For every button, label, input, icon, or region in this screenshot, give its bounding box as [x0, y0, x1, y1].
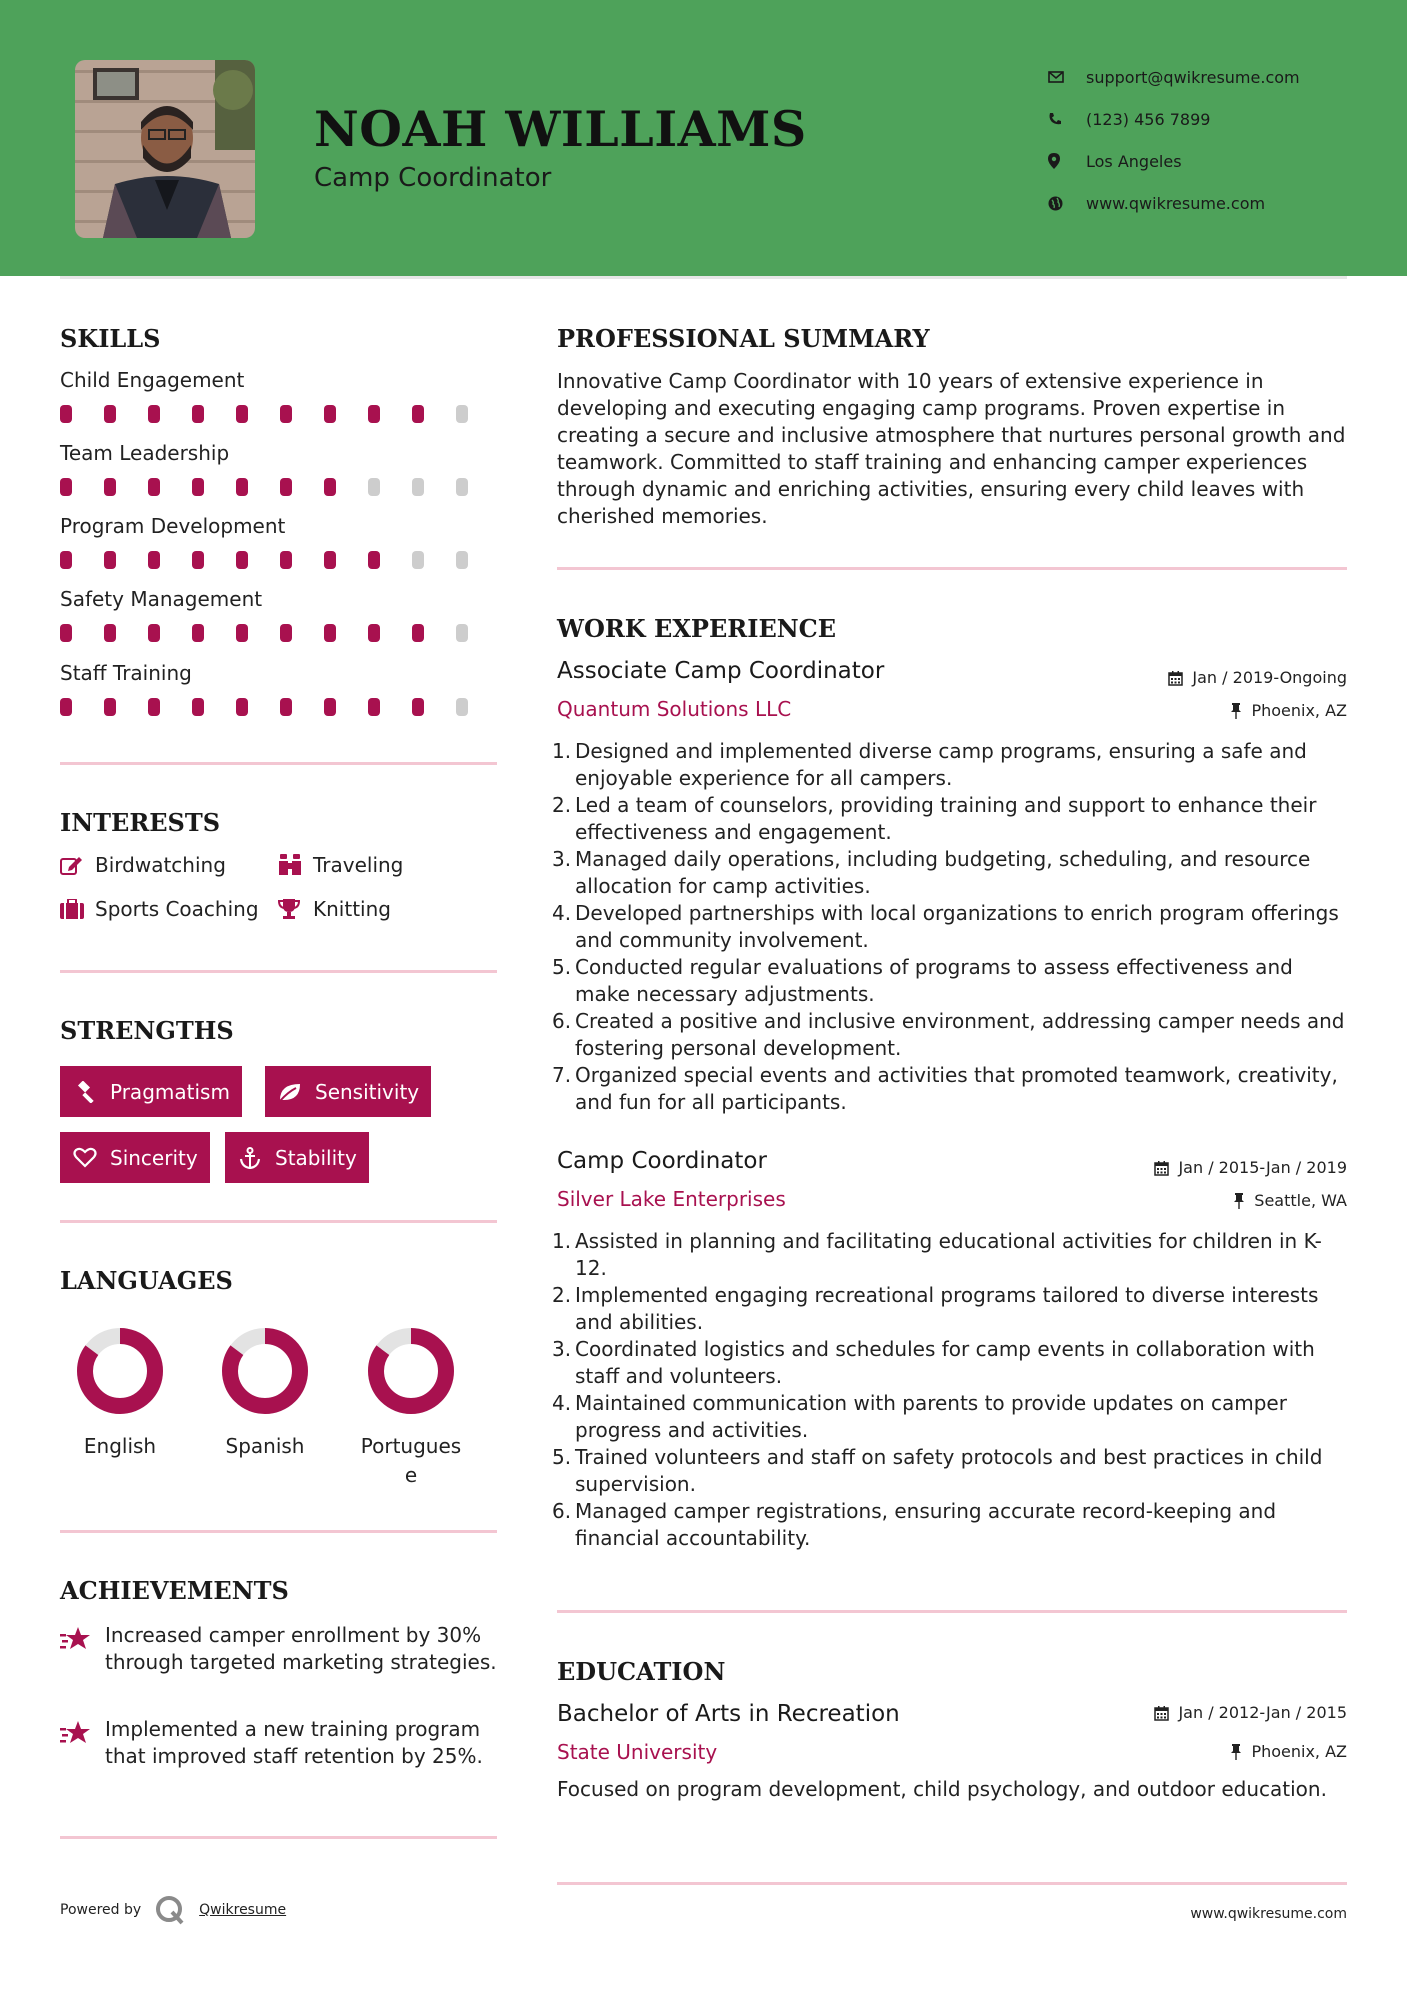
job-location-text: Phoenix, AZ: [1251, 701, 1347, 720]
skill-dot: [412, 405, 424, 423]
contact-location-text: Los Angeles: [1086, 151, 1182, 171]
skill-dot: [192, 624, 204, 642]
achievements-heading: ACHIEVEMENTS: [60, 1576, 289, 1605]
gavel-icon: [72, 1081, 98, 1103]
skill-dot: [60, 551, 72, 569]
footer-url[interactable]: www.qwikresume.com: [1190, 1906, 1347, 1922]
job-bullet: 3. Managed daily operations, including budgeting, scheduling, and resource allocation for camp activities.: [552, 847, 1311, 898]
job-location-text: Seattle, WA: [1254, 1191, 1347, 1210]
skill-dot: [236, 478, 248, 496]
interest-label: Birdwatching: [95, 853, 226, 877]
strength-badge: [225, 1132, 369, 1183]
star-icon: [60, 1716, 105, 1770]
skill-dot: [280, 698, 292, 716]
language-name: Spanish: [225, 1434, 305, 1458]
skill-name: Team Leadership: [60, 441, 230, 465]
skill-dot: [368, 624, 380, 642]
section-divider: [60, 970, 497, 973]
skill-item: [60, 587, 500, 642]
skill-dot: [368, 551, 380, 569]
skill-dot: [324, 624, 336, 642]
job-location: [1233, 1191, 1347, 1210]
candidate-name: NOAH WILLIAMS: [314, 100, 807, 158]
skill-dot: [280, 405, 292, 423]
skill-dot: [368, 478, 380, 496]
contact-phone-text: (123) 456 7899: [1086, 109, 1211, 129]
skill-dot: [280, 624, 292, 642]
section-divider: [60, 1530, 497, 1533]
section-divider: [60, 762, 497, 765]
job-bullet: 6. Managed camper registrations, ensuring accurate record-keeping and financial accountability.: [552, 1499, 1277, 1550]
skill-dot: [368, 405, 380, 423]
achievement-text: Implemented a new training program that improved staff retention by 25%.: [105, 1717, 483, 1768]
interests-heading: INTERESTS: [60, 808, 221, 837]
strengths-heading: STRENGTHS: [60, 1016, 234, 1045]
skill-name: Child Engagement: [60, 368, 245, 392]
edit-icon: [60, 855, 95, 875]
profile-photo: [75, 60, 255, 238]
interest-label: Knitting: [313, 897, 391, 921]
interest-item: [60, 897, 259, 921]
skill-dot: [236, 624, 248, 642]
school-name: State University: [557, 1740, 718, 1764]
heart-icon: [72, 1147, 98, 1168]
skill-dot: [412, 551, 424, 569]
map-marker-icon: [1048, 153, 1086, 169]
language-item: [351, 1326, 471, 1490]
interest-item: [60, 853, 226, 877]
contact-location: [1048, 140, 1300, 182]
job-bullet: 4. Developed partnerships with local organizations to enrich program offerings and community involvement.: [552, 901, 1339, 952]
summary-text: Innovative Camp Coordinator with 10 years of extensive experience in developing and executing engaging camp programs. Proven expertise in creating a secure and inclusive atmosphere that nurtures personal growth and teamwork. Committed to staff training and enhancing camper experiences through dynamic and enriching activities, ensuring every child leaves with cherished memories.: [557, 369, 1346, 528]
skill-level-dots: [60, 698, 500, 716]
job-bullet: 3. Coordinated logistics and schedules for camp events in collaboration with staff and volunteers.: [552, 1337, 1315, 1388]
education-location-text: Phoenix, AZ: [1251, 1742, 1347, 1761]
skill-dot: [236, 698, 248, 716]
job-bullet: 1. Assisted in planning and facilitating educational activities for children in K-12.: [552, 1229, 1322, 1280]
star-icon: [60, 1622, 105, 1676]
skill-level-dots: [60, 405, 500, 423]
qwikresume-link[interactable]: Qwikresume: [199, 1902, 287, 1918]
strength-label: Sincerity: [110, 1145, 198, 1170]
language-donut: [220, 1326, 310, 1416]
skill-name: Safety Management: [60, 587, 263, 611]
interest-label: Traveling: [313, 853, 404, 877]
pushpin-icon: [1233, 1193, 1245, 1209]
job-bullet: 2. Implemented engaging recreational programs tailored to diverse interests and abilities.: [552, 1283, 1319, 1334]
language-item: [60, 1326, 180, 1461]
job-bullet: 5. Conducted regular evaluations of programs to assess effectiveness and make necessary adjustments.: [552, 955, 1293, 1006]
education-dates: [1154, 1703, 1347, 1722]
phone-icon: [1048, 112, 1086, 126]
skill-dot: [236, 405, 248, 423]
header-banner: [0, 0, 1407, 276]
contact-email[interactable]: [1048, 56, 1300, 98]
skill-dot: [412, 698, 424, 716]
skill-dot: [456, 551, 468, 569]
languages-heading: LANGUAGES: [60, 1266, 233, 1295]
globe-icon: [1048, 196, 1086, 211]
candidate-title: Camp Coordinator: [314, 163, 552, 193]
achievement-item: [60, 1622, 500, 1676]
job-bullet: 6. Created a positive and inclusive environment, addressing camper needs and fostering personal development.: [552, 1009, 1345, 1060]
skill-name: Staff Training: [60, 661, 192, 685]
briefcase-icon: [60, 899, 95, 919]
footer-branding: [60, 1895, 286, 1925]
calendar-icon: [1154, 1705, 1169, 1721]
skill-dot: [148, 551, 160, 569]
education-dates-text: Jan / 2012-Jan / 2015: [1178, 1703, 1347, 1722]
education-heading: EDUCATION: [557, 1657, 726, 1686]
skill-dot: [192, 478, 204, 496]
binoculars-icon: [278, 854, 313, 876]
job-bullet: 2. Led a team of counselors, providing training and support to enhance their effectiveness and engagement.: [552, 793, 1317, 844]
language-name: Portugues e: [360, 1434, 462, 1487]
contact-list: [1048, 56, 1300, 224]
contact-website[interactable]: [1048, 182, 1300, 224]
contact-email-text: support@qwikresume.com: [1086, 67, 1300, 87]
skill-dot: [148, 698, 160, 716]
skill-dot: [324, 551, 336, 569]
language-donut: [366, 1326, 456, 1416]
job-title: Camp Coordinator: [557, 1148, 767, 1174]
interest-item: [278, 853, 403, 877]
strength-label: Stability: [275, 1145, 357, 1170]
strength-badge: [60, 1132, 210, 1183]
section-divider: [60, 1836, 497, 1839]
job-dates-text: Jan / 2015-Jan / 2019: [1178, 1158, 1347, 1177]
section-divider: [557, 1610, 1347, 1613]
skill-dot: [192, 698, 204, 716]
job-bullets: [552, 1228, 1347, 1552]
summary-heading: PROFESSIONAL SUMMARY: [557, 324, 930, 353]
skill-dot: [324, 698, 336, 716]
pushpin-icon: [1230, 703, 1242, 719]
skill-dot: [456, 624, 468, 642]
job-bullet: 5. Trained volunteers and staff on safety protocols and best practices in child supervision.: [552, 1445, 1323, 1496]
trophy-icon: [278, 898, 313, 920]
skill-dot: [104, 405, 116, 423]
skill-name: Program Development: [60, 514, 286, 538]
strength-label: Pragmatism: [110, 1079, 230, 1104]
skill-dot: [192, 551, 204, 569]
achievement-item: [60, 1716, 500, 1770]
skill-item: [60, 661, 500, 716]
skill-dot: [236, 551, 248, 569]
strength-badge: [265, 1066, 431, 1117]
interest-item: [278, 897, 391, 921]
calendar-icon: [1154, 1160, 1169, 1176]
skills-heading: SKILLS: [60, 324, 161, 353]
skill-dot: [60, 478, 72, 496]
header-divider: [60, 276, 1347, 279]
job-bullet: 7. Organized special events and activities that promoted teamwork, creativity, and fun for all participants.: [552, 1063, 1338, 1114]
section-divider: [60, 1220, 497, 1223]
language-donut: [75, 1326, 165, 1416]
contact-phone[interactable]: [1048, 98, 1300, 140]
skill-item: [60, 514, 500, 569]
skill-level-dots: [60, 551, 500, 569]
skill-dot: [280, 478, 292, 496]
skill-dot: [60, 405, 72, 423]
leaf-icon: [277, 1082, 303, 1102]
skill-dot: [104, 551, 116, 569]
qwikresume-logo-icon: [155, 1895, 185, 1925]
skill-dot: [324, 405, 336, 423]
skill-dot: [148, 624, 160, 642]
contact-website-text: www.qwikresume.com: [1086, 193, 1266, 213]
job-dates: [1154, 1158, 1347, 1177]
job-dates-text: Jan / 2019-Ongoing: [1192, 668, 1347, 687]
education-location: [1230, 1742, 1347, 1761]
section-divider: [557, 1882, 1347, 1885]
skill-level-dots: [60, 478, 500, 496]
interest-label: Sports Coaching: [95, 897, 259, 921]
anchor-icon: [237, 1147, 263, 1169]
job-bullets: [552, 738, 1347, 1116]
strength-label: Sensitivity: [315, 1079, 420, 1104]
skill-dot: [456, 405, 468, 423]
experience-heading: WORK EXPERIENCE: [557, 614, 837, 643]
skill-dot: [368, 698, 380, 716]
achievement-text: Increased camper enrollment by 30% through targeted marketing strategies.: [105, 1623, 497, 1674]
skill-dot: [148, 478, 160, 496]
skill-dot: [60, 624, 72, 642]
skill-dot: [104, 698, 116, 716]
job-title: Associate Camp Coordinator: [557, 658, 885, 684]
skill-dot: [280, 551, 292, 569]
skill-dot: [412, 624, 424, 642]
calendar-icon: [1168, 670, 1183, 686]
degree-title: Bachelor of Arts in Recreation: [557, 1701, 900, 1727]
envelope-icon: [1048, 71, 1086, 83]
skill-dot: [456, 698, 468, 716]
section-divider: [557, 567, 1347, 570]
skill-item: [60, 368, 500, 423]
skill-dot: [192, 405, 204, 423]
job-location: [1230, 701, 1347, 720]
skill-dot: [148, 405, 160, 423]
company-name: Quantum Solutions LLC: [557, 697, 792, 721]
job-bullet: 1. Designed and implemented diverse camp programs, ensuring a safe and enjoyable experience for all campers.: [552, 739, 1307, 790]
powered-by-label: Powered by: [60, 1902, 142, 1918]
job-dates: [1168, 668, 1347, 687]
skill-dot: [60, 698, 72, 716]
skill-dot: [412, 478, 424, 496]
skill-dot: [104, 624, 116, 642]
skill-dot: [104, 478, 116, 496]
skill-level-dots: [60, 624, 500, 642]
language-name: English: [83, 1434, 157, 1458]
skill-dot: [324, 478, 336, 496]
education-description: Focused on program development, child psychology, and outdoor education.: [557, 1777, 1327, 1801]
job-bullet: 4. Maintained communication with parents to provide updates on camper progress and activities.: [552, 1391, 1287, 1442]
pushpin-icon: [1230, 1744, 1242, 1760]
strength-badge: [60, 1066, 242, 1117]
language-item: [205, 1326, 325, 1461]
company-name: Silver Lake Enterprises: [557, 1187, 786, 1211]
skill-dot: [456, 478, 468, 496]
skill-item: [60, 441, 500, 496]
